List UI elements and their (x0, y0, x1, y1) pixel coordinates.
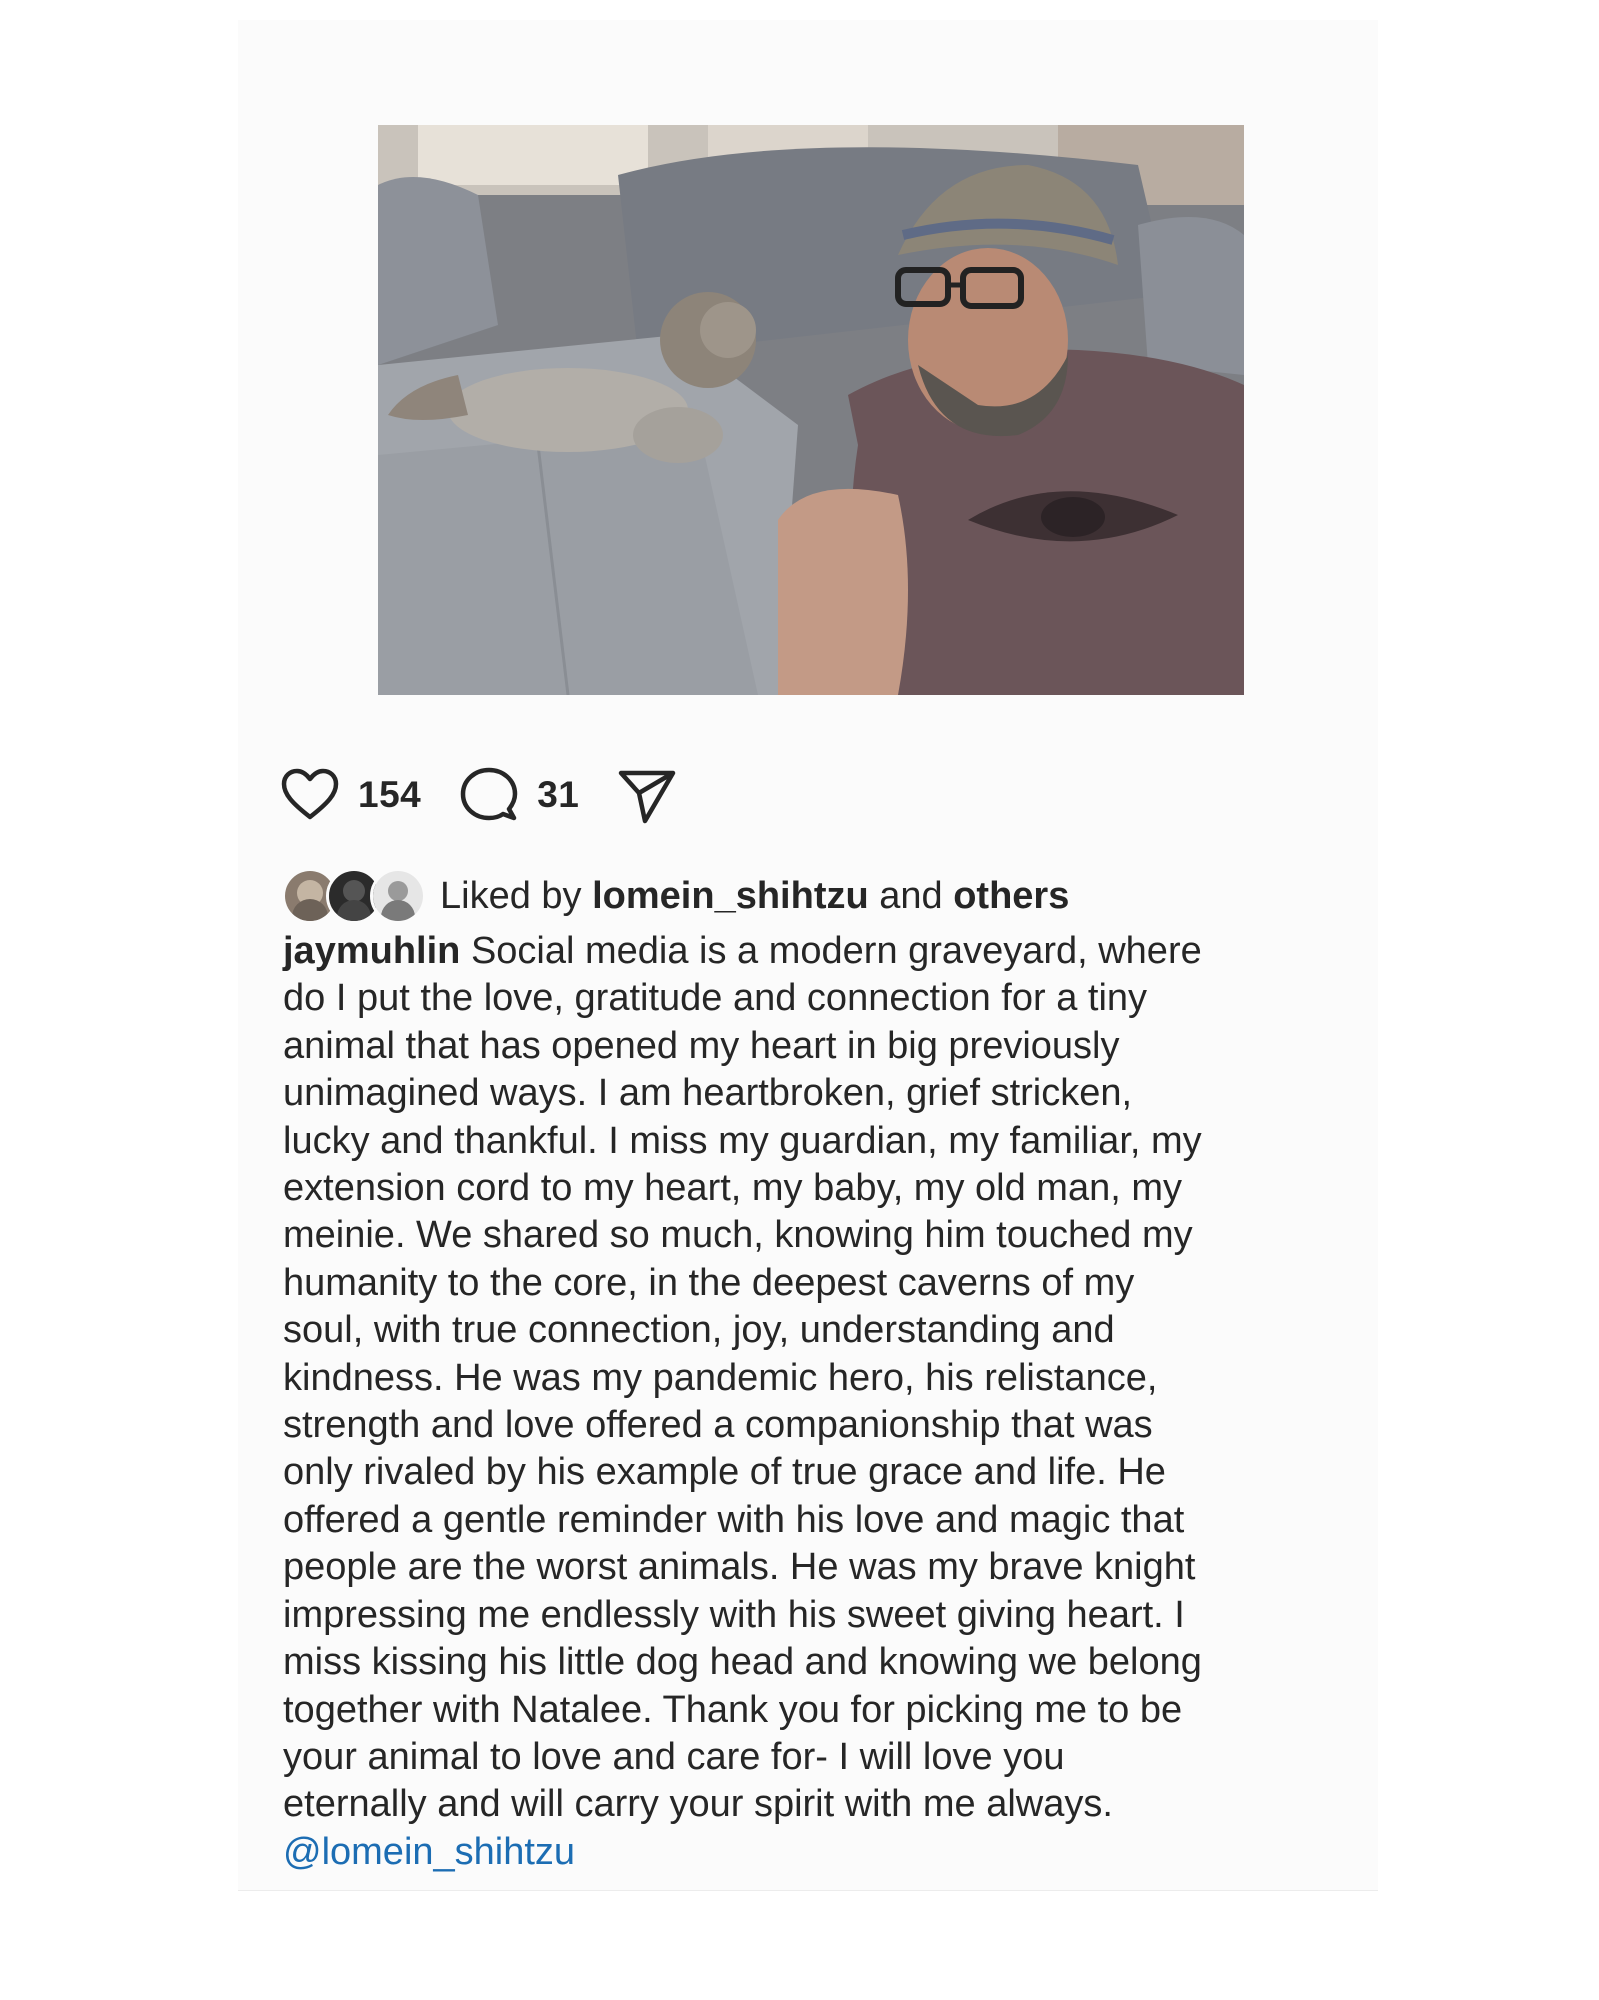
caption-line: impressing me endlessly with his sweet giving heart. I (283, 1593, 1185, 1636)
caption-first-line: Social media is a modern graveyard, where (470, 930, 1202, 972)
caption-line: together with Natalee. Thank you for picking me to be (283, 1688, 1183, 1731)
caption-line: strength and love offered a companionship that was (283, 1404, 1153, 1447)
caption-line: people are the worst animals. He was my brave knight (283, 1546, 1196, 1589)
liked-by-others[interactable]: others (953, 874, 1070, 917)
caption-line: miss kissing his little dog head and knowing we belong (283, 1641, 1202, 1684)
caption-username[interactable]: jaymuhlin (283, 930, 461, 972)
liker-avatars[interactable] (282, 868, 426, 924)
liked-by-conjunction: and (879, 874, 943, 917)
post-caption (283, 928, 1343, 1876)
likes-count[interactable]: 154 (358, 774, 422, 815)
caption-line: soul, with true connection, joy, understanding and (283, 1309, 1115, 1352)
caption-mention[interactable]: @lomein_shihtzu (283, 1830, 576, 1873)
post-photo-image (378, 125, 1244, 695)
heart-icon[interactable] (278, 763, 342, 827)
liked-by (282, 868, 1069, 924)
caption-line: lucky and thankful. I miss my guardian, my familiar, my (283, 1119, 1202, 1162)
liked-by-user[interactable]: lomein_shihtzu (592, 874, 869, 917)
comments-count[interactable]: 31 (537, 774, 580, 815)
liked-by-prefix: Liked by (440, 874, 582, 917)
caption-line: offered a gentle reminder with his love and magic that (283, 1498, 1185, 1541)
post-actions (278, 765, 679, 825)
caption-line: kindness. He was my pandemic hero, his relistance, (283, 1356, 1158, 1399)
caption-line: your animal to love and care for- I will love you (283, 1735, 1065, 1778)
caption-line: humanity to the core, in the deepest caverns of my (283, 1261, 1135, 1304)
post-photo[interactable] (378, 125, 1244, 695)
caption-line: extension cord to my heart, my baby, my old man, my (283, 1167, 1182, 1210)
caption-line: do I put the love, gratitude and connection for a tiny (283, 977, 1148, 1020)
caption-line: eternally and will carry your spirit with me always. (283, 1783, 1113, 1826)
caption-line (283, 928, 1343, 975)
caption-line: animal that has opened my heart in big previously (283, 1024, 1120, 1067)
caption-line: only rivaled by his example of true grace and life. He (283, 1451, 1166, 1494)
comment-icon[interactable] (457, 763, 521, 827)
caption-line: unimagined ways. I am heartbroken, grief stricken, (283, 1072, 1133, 1115)
avatar (370, 868, 426, 924)
caption-line: meinie. We shared so much, knowing him touched my (283, 1214, 1193, 1257)
send-icon[interactable] (615, 763, 679, 827)
